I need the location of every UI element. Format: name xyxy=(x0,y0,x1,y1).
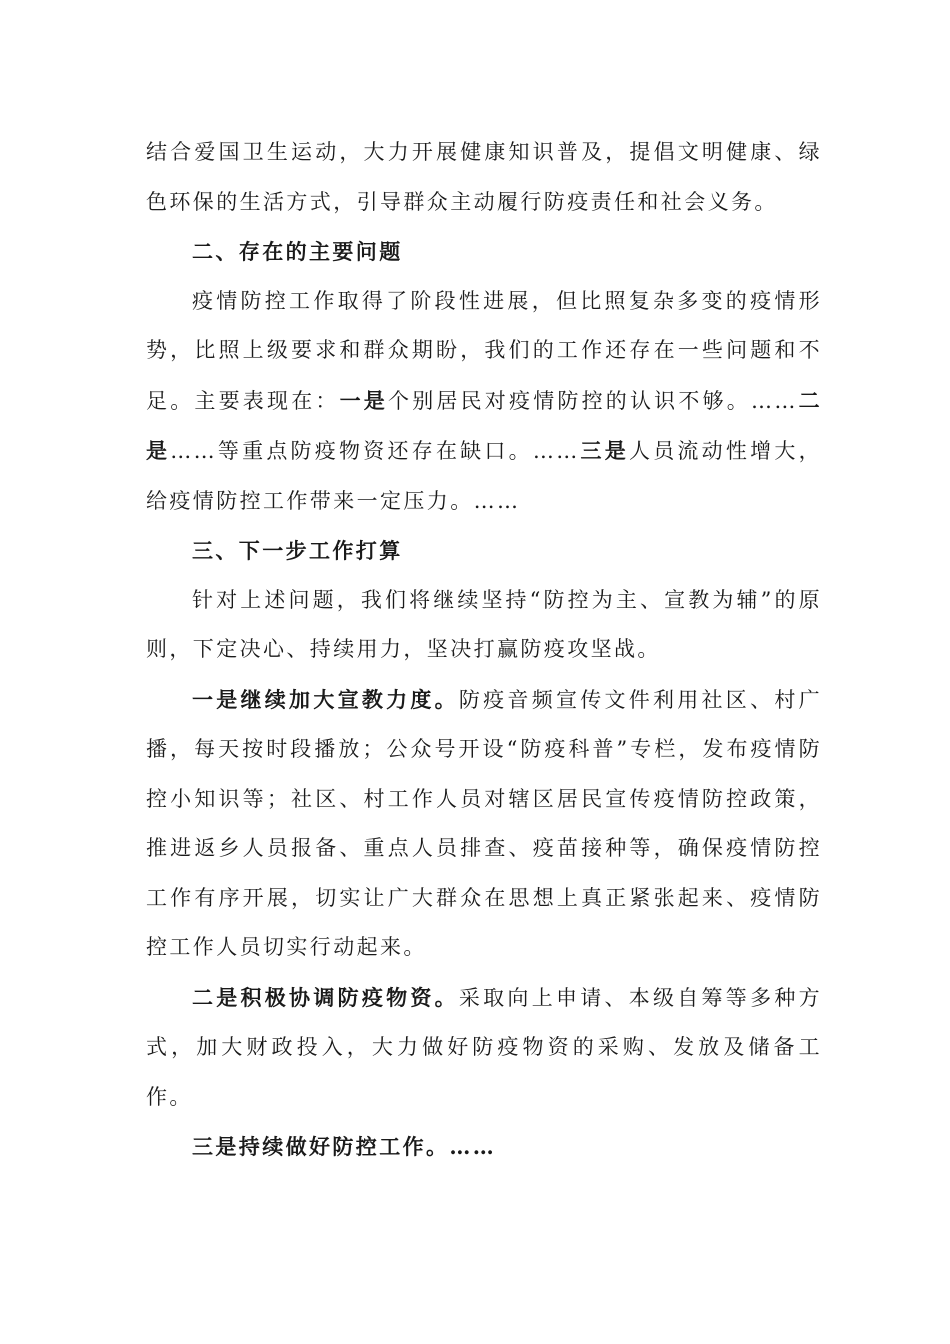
problems-point-3-label: 三是 xyxy=(579,438,629,463)
plan-1-title: 一是继续加大宣教力度。 xyxy=(192,686,459,712)
plan-2-text: 采取向上申请、本级自筹等多种方式，加大财政投入，大力做好防疫物资的采购、发放及储备工作。 xyxy=(146,985,822,1109)
problems-point-1-label: 一是 xyxy=(339,387,388,413)
plan-2-title: 二是积极协调防疫物资。 xyxy=(192,984,459,1010)
paragraph-plan-2 xyxy=(146,973,822,1123)
problems-point-3-text: 人员流动性增大，给疫情防控工作带来一定压力。…… xyxy=(146,439,822,513)
problems-point-2-text: ……等重点防疫物资还存在缺口。…… xyxy=(170,439,580,463)
problems-intro: 疫情防控工作取得了阶段性进展，但比照复杂多变的疫情形势，比照上级要求和群众期盼，我们的工作还存在一些问题和不足。主要表现在： xyxy=(146,288,822,413)
plan-1-text: 防疫音频宣传文件利用社区、村广播，每天按时段播放；公众号开设“防疫科普”专栏，发布疫情防控小知识等；社区、村工作人员对辖区居民宣传疫情防控政策，推进返乡人员报备、重点人员排查、疫苗接种等，确保疫情防控工作有序开展，切实让广大群众在思想上真正紧张起来、疫情防控工作人员切实行动起来。 xyxy=(146,687,822,959)
problems-point-2-label: 二是 xyxy=(146,387,822,463)
problems-point-1-text: 个别居民对疫情防控的认识不够。…… xyxy=(388,388,798,413)
section-heading-next-steps: 三、下一步工作打算 xyxy=(192,538,403,563)
section-heading-problems: 二、存在的主要问题 xyxy=(192,239,403,264)
plan-3-title: 三是持续做好防控工作。…… xyxy=(192,1134,497,1159)
paragraph-next-steps-intro: 针对上述问题，我们将继续坚持“防控为主、宣教为辅”的原则，下定决心、持续用力，坚决打赢防疫攻坚战。 xyxy=(146,587,822,661)
paragraph-problems xyxy=(146,277,822,527)
paragraph-continuation: 结合爱国卫生运动，大力开展健康知识普及，提倡文明健康、绿色环保的生活方式，引导群众主动履行防疫责任和社会义务。 xyxy=(146,140,822,214)
paragraph-plan-1 xyxy=(146,675,822,973)
paragraph-plan-3 xyxy=(146,1122,822,1173)
